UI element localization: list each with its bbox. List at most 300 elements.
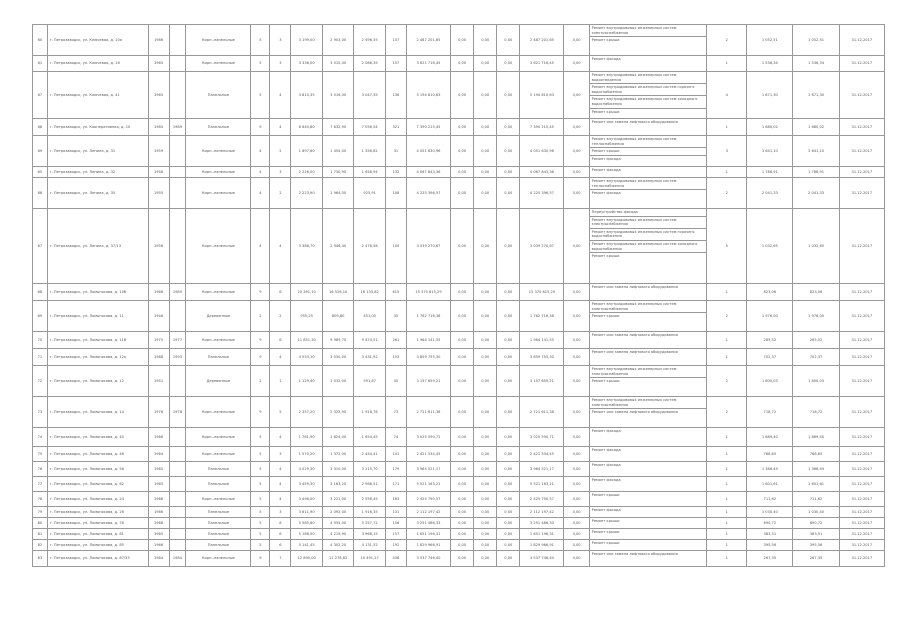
work-types-cell	[589, 507, 707, 518]
residents-cell: 132	[385, 167, 406, 178]
address-cell: г. Петрозаводск, ул. Ломоносова, д. 11	[47, 301, 148, 332]
floors-cell: 5	[251, 428, 270, 447]
owner-funds-cell: 7 390 215,45	[520, 119, 564, 136]
work-item: Ремонт фасада	[591, 156, 621, 161]
completion-date-cell: 31.12.2017	[839, 540, 884, 551]
year-commission-cell	[169, 462, 186, 477]
year-commission-cell	[169, 518, 186, 529]
wall-material-cell: Кирп.-панельные	[186, 25, 251, 56]
work-count-cell: 1	[707, 167, 747, 178]
owner-funds-cell: 1 762 716,38	[520, 301, 564, 332]
residents-cell: 73	[385, 397, 406, 428]
table-row	[33, 507, 885, 518]
living-area-cell: 3 310,00	[322, 462, 354, 477]
wall-material-cell: Кирп.-панельные	[186, 332, 251, 349]
max-unit-cost-cell: 1 052,51	[793, 25, 839, 56]
owner-funds-cell: 2 421 534,45	[520, 447, 564, 462]
total-area-cell: 1 129,40	[291, 366, 323, 397]
year-commission-cell: 1993	[169, 349, 186, 366]
residents-cell: 45	[385, 366, 406, 397]
wall-material-cell: Кирп.-панельные	[186, 428, 251, 447]
total-area-cell: 3 810,35	[291, 72, 323, 119]
owner-funds-cell: 3 157 659,21	[520, 366, 564, 397]
row-number: 80	[33, 518, 48, 529]
other-funds-cell: 0,00	[564, 349, 589, 366]
row-number: 77	[33, 477, 48, 492]
row-number: 72	[33, 366, 48, 397]
completion-date-cell: 31.12.2017	[839, 332, 884, 349]
work-item: Переустройство фасада	[590, 209, 707, 217]
unit-cost-cell: 395,56	[747, 540, 793, 551]
regional-funds-cell: 0,00	[474, 366, 497, 397]
residential-area-cell: 3 431,92	[354, 349, 386, 366]
unit-cost-cell: 1 601,61	[747, 477, 793, 492]
municipal-funds-cell: 0,00	[497, 507, 520, 518]
work-item: Ремонт фасада	[591, 429, 621, 433]
living-area-cell: 1 372,00	[322, 447, 354, 462]
total-area-cell: 4 553,10	[291, 349, 323, 366]
work-item: Ремонт фасада	[591, 478, 621, 482]
work-item: Ремонт крыши	[591, 254, 620, 259]
work-item: Ремонт фасада	[591, 508, 621, 512]
table-row	[33, 349, 885, 366]
total-cost-cell: 3 157 659,21	[406, 366, 450, 397]
total-cost-cell: 3 251 486,33	[406, 518, 450, 529]
total-cost-cell: 4 225 396,57	[406, 178, 450, 209]
address-cell: г. Петрозаводск, ул. Ломоносова, д. 10б	[47, 284, 148, 301]
residents-cell: 153	[385, 349, 406, 366]
unit-cost-cell: 1 386,49	[747, 462, 793, 477]
year-commission-cell	[169, 492, 186, 507]
completion-date-cell: 31.12.2017	[839, 492, 884, 507]
residential-area-cell: 3 047,35	[354, 72, 386, 119]
max-unit-cost-cell: 823,06	[793, 284, 839, 301]
year-commission-cell	[169, 136, 186, 167]
work-item: Ремонт фасада	[591, 448, 621, 452]
work-count-cell: 1	[707, 492, 747, 507]
work-count-cell: 1	[707, 462, 747, 477]
year-built-cell: 1968	[148, 518, 169, 529]
living-area-cell: 809,80	[322, 301, 354, 332]
year-built-cell: 1966	[148, 25, 169, 56]
table-row	[33, 529, 885, 540]
year-built-cell: 1988	[148, 349, 169, 366]
owner-funds-cell: 1 829 966,91	[520, 540, 564, 551]
unit-cost-cell: 1 680,02	[747, 119, 793, 136]
residents-cell: 157	[385, 56, 406, 72]
living-area-cell: 1 730,90	[322, 167, 354, 178]
work-count-cell: 1	[707, 56, 747, 72]
work-count-cell: 2	[707, 301, 747, 332]
work-item: Ремонт или замена лифтового оборудования	[591, 410, 678, 415]
wall-material-cell: Панельные	[186, 72, 251, 119]
work-item: Ремонт крыши	[591, 541, 620, 545]
municipal-funds-cell: 0,00	[497, 492, 520, 507]
address-cell: г. Петрозаводск, ул. Ключевая, д. 16	[47, 56, 148, 72]
max-unit-cost-cell: 2 041,33	[793, 178, 839, 209]
other-funds-cell: 0,00	[564, 284, 589, 301]
row-number: 74	[33, 428, 48, 447]
work-item: Ремонт крыши	[591, 38, 620, 43]
total-cost-cell: 1 762 716,38	[406, 301, 450, 332]
entrances-cell: 4	[270, 349, 291, 366]
total-area-cell: 1 761,90	[291, 428, 323, 447]
federal-funds-cell: 0,00	[451, 349, 474, 366]
other-funds-cell: 0,00	[564, 447, 589, 462]
floors-cell: 5	[251, 25, 270, 56]
row-number: 67	[33, 209, 48, 284]
residents-cell: 179	[385, 462, 406, 477]
work-item: Ремонт внутридомовых инженерных систем холодного водоснабжения	[590, 96, 707, 108]
living-area-cell: 7 632,90	[322, 119, 354, 136]
unit-cost-cell: 1 889,40	[747, 428, 793, 447]
year-built-cell: 1964	[148, 447, 169, 462]
total-cost-cell: 15 370 615,29	[406, 284, 450, 301]
regional-funds-cell: 0,00	[474, 178, 497, 209]
entrances-cell: 7	[270, 551, 291, 567]
work-item: Ремонт фасада	[591, 191, 621, 196]
table-row	[33, 301, 885, 332]
year-built-cell: 1955	[148, 178, 169, 209]
capital-repair-table	[32, 24, 885, 567]
table-row	[33, 540, 885, 551]
living-area-cell: 16 526,10	[322, 284, 354, 301]
regional-funds-cell: 0,00	[474, 25, 497, 56]
work-count-cell: 4	[707, 72, 747, 119]
total-area-cell: 12 890,00	[291, 551, 323, 567]
address-cell: г. Петрозаводск, ул. Ломоносова, д. 56	[47, 462, 148, 477]
total-cost-cell: 5 194 810,63	[406, 72, 450, 119]
entrances-cell: 6	[270, 518, 291, 529]
owner-funds-cell: 1 964 141,55	[520, 332, 564, 349]
unit-cost-cell: 1 976,00	[747, 301, 793, 332]
floors-cell: 5	[251, 492, 270, 507]
owner-funds-cell: 3 964 521,17	[520, 462, 564, 477]
living-area-cell: 3 016,00	[322, 72, 354, 119]
year-commission-cell	[169, 428, 186, 447]
municipal-funds-cell: 0,00	[497, 447, 520, 462]
federal-funds-cell: 0,00	[451, 56, 474, 72]
row-number: 69	[33, 301, 48, 332]
address-cell: г. Петрозаводск, ул. Ломоносова, д. 12	[47, 366, 148, 397]
work-count-cell: 1	[707, 332, 747, 349]
work-types-cell	[589, 518, 707, 529]
work-types-cell	[589, 301, 707, 332]
table-row	[33, 119, 885, 136]
other-funds-cell: 0,00	[564, 178, 589, 209]
residential-area-cell: 2 968,51	[354, 477, 386, 492]
completion-date-cell: 31.12.2017	[839, 25, 884, 56]
other-funds-cell: 0,00	[564, 428, 589, 447]
entrances-cell: 5	[270, 397, 291, 428]
unit-cost-cell: 1 052,51	[747, 25, 793, 56]
table-row	[33, 428, 885, 447]
municipal-funds-cell: 0,00	[497, 428, 520, 447]
year-commission-cell: 1978	[169, 397, 186, 428]
year-built-cell: 1965	[148, 462, 169, 477]
year-built-cell: 1965	[148, 56, 169, 72]
table-row	[33, 462, 885, 477]
work-item: Ремонт крыши	[591, 379, 620, 384]
residential-area-cell: 9 474,51	[354, 332, 386, 349]
work-count-cell: 1	[707, 529, 747, 540]
address-cell: г. Петрозаводск, ул. Ломоносова, д. 40	[47, 428, 148, 447]
address-cell: г. Петрозаводск, ул. Ломоносова, д. 46	[47, 447, 148, 462]
residents-cell: 163	[385, 492, 406, 507]
total-area-cell: 3 199,00	[291, 25, 323, 56]
work-types-cell	[589, 178, 707, 209]
table-row	[33, 56, 885, 72]
row-number: 83	[33, 551, 48, 567]
unit-cost-cell: 766,65	[747, 447, 793, 462]
wall-material-cell: Кирп.-панельные	[186, 551, 251, 567]
year-built-cell: 1965	[148, 477, 169, 492]
other-funds-cell: 0,00	[564, 366, 589, 397]
municipal-funds-cell: 0,00	[497, 178, 520, 209]
work-item: Ремонт фасада	[591, 168, 621, 172]
work-count-cell: 1	[707, 477, 747, 492]
owner-funds-cell: 4 051 630,96	[520, 136, 564, 167]
residents-cell: 436	[385, 551, 406, 567]
work-item: Ремонт крыши	[591, 314, 620, 319]
wall-material-cell: Панельные	[186, 349, 251, 366]
total-cost-cell: 1 829 966,91	[406, 540, 450, 551]
residential-area-cell: 5 257,72	[354, 518, 386, 529]
address-cell: г. Петрозаводск, ул. Ключевая, д. 10а	[47, 25, 148, 56]
owner-funds-cell: 15 370 615,29	[520, 284, 564, 301]
row-number: 65	[33, 167, 48, 178]
floors-cell: 9	[251, 551, 270, 567]
other-funds-cell: 0,00	[564, 477, 589, 492]
wall-material-cell: Панельные	[186, 529, 251, 540]
row-number: 73	[33, 397, 48, 428]
residents-cell: 261	[385, 332, 406, 349]
floors-cell: 5	[251, 477, 270, 492]
total-area-cell: 2 226,00	[291, 167, 323, 178]
year-commission-cell	[169, 301, 186, 332]
year-built-cell: 1958	[148, 167, 169, 178]
living-area-cell: 4 302,20	[322, 540, 354, 551]
wall-material-cell: Кирп.-панельные	[186, 492, 251, 507]
owner-funds-cell: 4 067 843,36	[520, 167, 564, 178]
address-cell: г. Петрозаводск, ул. Ломоносова, д. 14	[47, 397, 148, 428]
living-area-cell: 1 032,00	[322, 366, 354, 397]
max-unit-cost-cell: 383,51	[793, 529, 839, 540]
completion-date-cell: 31.12.2017	[839, 178, 884, 209]
work-count-cell: 5	[707, 209, 747, 284]
address-cell: г. Петрозаводск, ул. Ломоносова, д. 81	[47, 529, 148, 540]
row-number: 79	[33, 507, 48, 518]
residential-area-cell: 591,87	[354, 366, 386, 397]
entrances-cell: 4	[270, 428, 291, 447]
row-number: 75	[33, 447, 48, 462]
living-area-cell: 3 030,00	[322, 349, 354, 366]
address-cell: г. Петрозаводск, ул. Ломоносова, д. 62	[47, 477, 148, 492]
residential-area-cell: 2 496,35	[354, 25, 386, 56]
work-item: Ремонт или замена лифтового оборудования	[591, 350, 678, 354]
year-built-cell: 1951	[148, 366, 169, 397]
row-number: 60	[33, 25, 48, 56]
wall-material-cell: Панельные	[186, 507, 251, 518]
unit-cost-cell: 1 800,03	[747, 366, 793, 397]
total-area-cell: 3 459,30	[291, 477, 323, 492]
entrances-cell: 6	[270, 529, 291, 540]
regional-funds-cell: 0,00	[474, 167, 497, 178]
unit-cost-cell: 718,72	[747, 397, 793, 428]
entrances-cell: 3	[270, 507, 291, 518]
entrances-cell: 1	[270, 366, 291, 397]
residential-area-cell: 451,00	[354, 301, 386, 332]
municipal-funds-cell: 0,00	[497, 477, 520, 492]
work-count-cell: 2	[707, 178, 747, 209]
year-built-cell: 1984	[148, 551, 169, 567]
work-item: Ремонт крыши	[591, 109, 620, 114]
wall-material-cell: Деревянные	[186, 301, 251, 332]
work-types-cell	[589, 209, 707, 284]
work-types-cell	[589, 462, 707, 477]
total-area-cell: 4 029,30	[291, 462, 323, 477]
address-cell: г. Петрозаводск, ул. Ломоносова, д. 87/33	[47, 551, 148, 567]
federal-funds-cell: 0,00	[451, 540, 474, 551]
work-count-cell: 1	[707, 119, 747, 136]
work-item: Ремонт крыши	[591, 493, 620, 497]
max-unit-cost-cell: 702,37	[793, 349, 839, 366]
year-commission-cell	[169, 209, 186, 284]
total-area-cell: 5 141,45	[291, 540, 323, 551]
completion-date-cell: 31.12.2017	[839, 397, 884, 428]
living-area-cell: 3 163,20	[322, 477, 354, 492]
max-unit-cost-cell: 1 386,49	[793, 462, 839, 477]
year-commission-cell	[169, 540, 186, 551]
work-item: Ремонт внутридомовых инженерных систем теплоснабжения	[590, 178, 707, 190]
table-row	[33, 551, 885, 567]
federal-funds-cell: 0,00	[451, 332, 474, 349]
max-unit-cost-cell: 690,72	[793, 518, 839, 529]
max-unit-cost-cell: 1 800,03	[793, 366, 839, 397]
wall-material-cell: Панельные	[186, 477, 251, 492]
total-cost-cell: 3 964 521,17	[406, 462, 450, 477]
total-area-cell: 3 496,00	[291, 492, 323, 507]
wall-material-cell: Кирп.-панельные	[186, 209, 251, 284]
unit-cost-cell: 1 030,40	[747, 507, 793, 518]
municipal-funds-cell: 0,00	[497, 72, 520, 119]
work-types-cell	[589, 447, 707, 462]
residents-cell: 131	[385, 507, 406, 518]
regional-funds-cell: 0,00	[474, 540, 497, 551]
municipal-funds-cell: 0,00	[497, 366, 520, 397]
total-area-cell: 5 585,60	[291, 518, 323, 529]
work-count-cell: 2	[707, 397, 747, 428]
table-row	[33, 492, 885, 507]
regional-funds-cell: 0,00	[474, 284, 497, 301]
owner-funds-cell: 4 225 396,57	[520, 178, 564, 209]
completion-date-cell: 31.12.2017	[839, 209, 884, 284]
total-cost-cell: 2 721 611,38	[406, 397, 450, 428]
max-unit-cost-cell: 395,56	[793, 540, 839, 551]
max-unit-cost-cell: 1 786,91	[793, 167, 839, 178]
unit-cost-cell: 2 041,33	[747, 178, 793, 209]
year-commission-cell	[169, 72, 186, 119]
row-number: 78	[33, 492, 48, 507]
work-count-cell: 1	[707, 540, 747, 551]
floors-cell: 4	[251, 209, 270, 284]
work-types-cell	[589, 167, 707, 178]
residents-cell: 35	[385, 301, 406, 332]
owner-funds-cell: 5 194 810,63	[520, 72, 564, 119]
residential-area-cell: 3 215,70	[354, 462, 386, 477]
owner-funds-cell: 3 039 270,67	[520, 209, 564, 284]
living-area-cell: 2 322,90	[322, 397, 354, 428]
year-built-cell: 1946	[148, 301, 169, 332]
regional-funds-cell: 0,00	[474, 477, 497, 492]
wall-material-cell: Деревянные	[186, 366, 251, 397]
regional-funds-cell: 0,00	[474, 492, 497, 507]
federal-funds-cell: 0,00	[451, 529, 474, 540]
address-cell: г. Петрозаводск, ул. Ломоносова, д. 26	[47, 507, 148, 518]
other-funds-cell: 0,00	[564, 518, 589, 529]
entrances-cell: 3	[270, 447, 291, 462]
regional-funds-cell: 0,00	[474, 518, 497, 529]
year-built-cell: 1959	[148, 136, 169, 167]
work-item: Ремонт внутридомовых инженерных систем горячего водоснабжения	[590, 84, 707, 96]
other-funds-cell: 0,00	[564, 462, 589, 477]
work-types-cell	[589, 551, 707, 567]
unit-cost-cell: 823,06	[747, 284, 793, 301]
regional-funds-cell: 0,00	[474, 551, 497, 567]
max-unit-cost-cell: 3 641,10	[793, 136, 839, 167]
floors-cell: 4	[251, 167, 270, 178]
table-row	[33, 25, 885, 56]
living-area-cell: 4 955,00	[322, 518, 354, 529]
address-cell: г. Петрозаводск, ул. Ленина, д. 32	[47, 167, 148, 178]
entrances-cell: 3	[270, 167, 291, 178]
address-cell: г. Петрозаводск, ул. Ключевая, д. 41	[47, 72, 148, 119]
total-cost-cell: 4 067 843,36	[406, 167, 450, 178]
municipal-funds-cell: 0,00	[497, 518, 520, 529]
regional-funds-cell: 0,00	[474, 507, 497, 518]
residential-area-cell: 10 491,27	[354, 551, 386, 567]
completion-date-cell: 31.12.2017	[839, 551, 884, 567]
work-types-cell	[589, 119, 707, 136]
work-types-cell	[589, 349, 707, 366]
table-body	[33, 25, 885, 567]
regional-funds-cell: 0,00	[474, 332, 497, 349]
regional-funds-cell: 0,00	[474, 462, 497, 477]
unit-cost-cell: 1 671,30	[747, 72, 793, 119]
entrances-cell: 4	[270, 462, 291, 477]
other-funds-cell: 0,00	[564, 540, 589, 551]
work-types-cell	[589, 56, 707, 72]
federal-funds-cell: 0,00	[451, 25, 474, 56]
residents-cell: 136	[385, 72, 406, 119]
residential-area-cell: 7 056,54	[354, 119, 386, 136]
other-funds-cell: 0,00	[564, 507, 589, 518]
completion-date-cell: 31.12.2017	[839, 301, 884, 332]
federal-funds-cell: 0,00	[451, 72, 474, 119]
work-item: Ремонт внутридомовых инженерных систем электроснабжения	[590, 301, 707, 313]
completion-date-cell: 31.12.2017	[839, 56, 884, 72]
total-area-cell: 955,25	[291, 301, 323, 332]
entrances-cell: 2	[270, 136, 291, 167]
entrances-cell: 4	[270, 119, 291, 136]
total-area-cell: 8 640,80	[291, 119, 323, 136]
work-item: Ремонт фасада	[591, 463, 621, 467]
wall-material-cell: Кирп.-панельные	[186, 284, 251, 301]
work-types-cell	[589, 366, 707, 397]
wall-material-cell: Кирп.-панельные	[186, 178, 251, 209]
total-cost-cell: 3 025 590,71	[406, 428, 450, 447]
municipal-funds-cell: 0,00	[497, 284, 520, 301]
